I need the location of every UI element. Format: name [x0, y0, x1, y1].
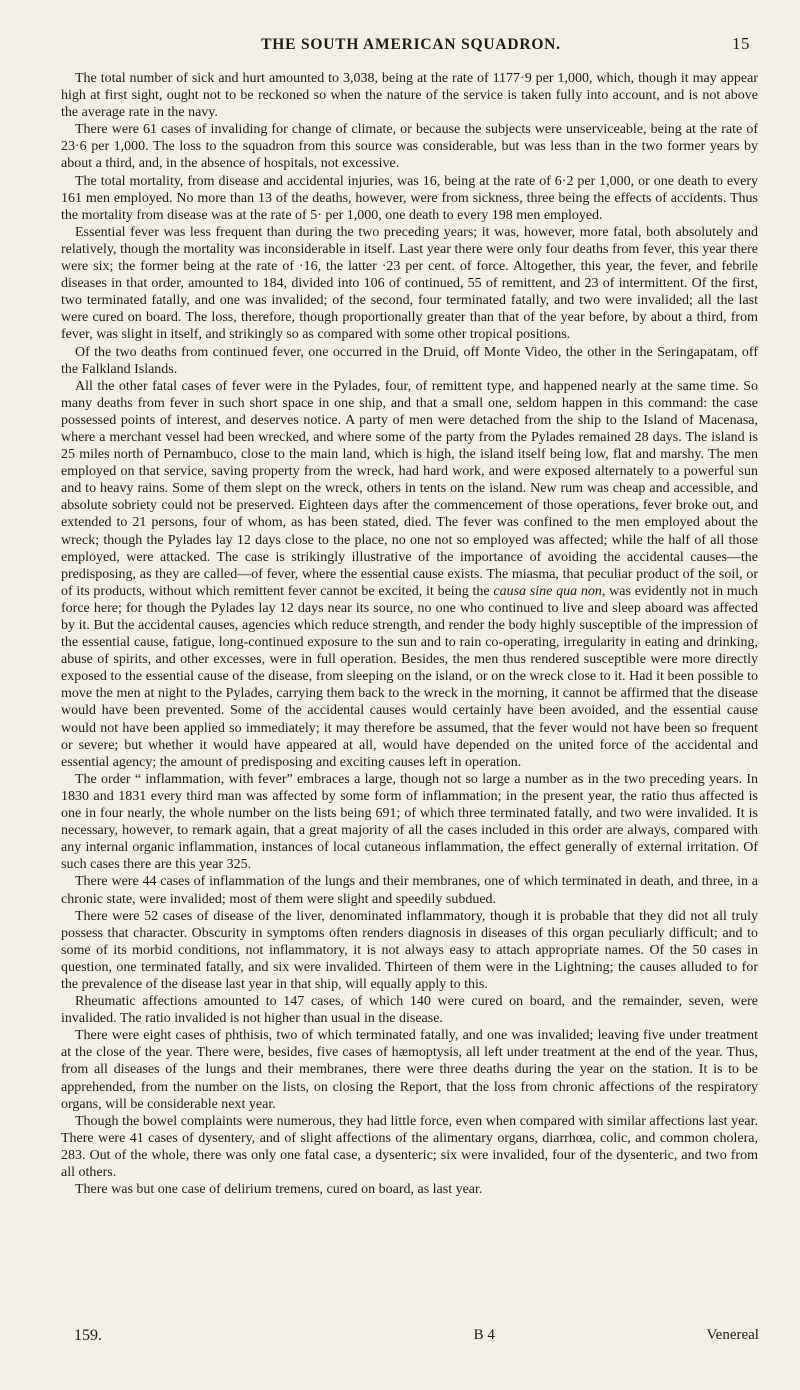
paragraph: There were 52 cases of disease of the liver, denominated inflammatory, though it is probable that they did not all truly possess that character. Obscurity in symptoms often renders diagnosis in diseases of this organ peculiarly difficult; and to some of its morbid conditions, not inflammatory, it is not always easy to attach appropriate names. Of the 50 cases in question, one terminated fatally, and six were invalided. Thirteen of them were in the Lightning; the causes alluded to for the prevalence of the disease last year in that ship, will equally apply to this.	[61, 908, 758, 992]
paragraph: There was but one case of delirium tremens, cured on board, as last year.	[75, 1182, 483, 1198]
paragraph: All the other fatal cases of fever were in the Pylades, four, of remittent type, and happened nearly at the same time. So many deaths from fever in such short space in one ship, and that a small one, seldom happen in this command: the case possessed points of interest, and deserves notice. A party of men were detached from the ship to the Island of Macenasa, where a merchant vessel had been wrecked, and where some of the party from the Pylades remained 28 days. The island is 25 miles north of Pernambuco, close to the main land, which is high, the island itself being low, flat and marshy. The men employed on that service, saving property from the wreck, had hard work, and were exposed alternately to a powerful sun and to heavy rains. Some of them slept on the wreck, others in tents on the island. New rum was cheap and accessible, and absolute sobriety could not be preserved. Eighteen days after the commencement of those operations, fever broke out, and extended to 21 persons, four of whom, as has been stated, died. The fever was confined to the men employed about the wreck; though the Pylades lay 12 days close to the place, no one not so employed was affected; while the half of all those employed, were attacked. The case is strikingly illustrative of the importance of avoiding the accidental causes—the predisposing, as they are called—of fever, where the essential cause exists. The miasma, that peculiar product of the soil, or of its products, without which remittent fever cannot be excited, it being the causa sine qua non, was evidently not in much force here; for though the Pylades lay 12 days near its source, no one who continued to live and sleep aboard was affected by it. But the accidental causes, agencies which reduce strength, and render the body highly susceptible of the impression of the essential cause, fatigue, long-continued exposure to the sun and to rain co-operating, irregularity in eating and drinking, abuse of spirits, and other excesses, were in full operation. Besides, the men thus rendered susceptible were more directly exposed to the essential cause of the disease, from sleeping on the island, or on the wreck close to it. Had it been possible to move the men at night to the Pylades, carrying them back to the wreck in the morning, it cannot be affirmed that the disease would have been prevented. Some of the accidental causes would certainly have been avoided, and the essential cause would not have been applied so immediately; it may therefore be assumed, that the fever would not have been so frequent or severe; but whether it would have appeared at all, would have depended on the united force of the accidental and essential agency; the amount of predisposing and exciting causes left in operation.	[61, 378, 758, 770]
page-number: 15	[732, 34, 750, 53]
paragraph: There were 61 cases of invaliding for change of climate, or because the subjects were unserviceable, being at the rate of 23·6 per 1,000. The loss to the squadron from this source was considerable, but was less than in the two former years by about a third, and, in the absence of hospitals, not excessive.	[61, 122, 758, 172]
body-text	[61, 70, 758, 1198]
paragraph: Essential fever was less frequent than during the two preceding years; it was, however, more fatal, both absolutely and relatively, though the mortality was inconsiderable in itself. Last year there were only four deaths from fever, this year there were six; the former being at the rate of ·16, the latter ·23 per cent. of force. Altogether, this year, the fever, and febrile diseases in that order, amounted to 184, divided into 106 of continued, 55 of remittent, and 23 of intermittent. Of the first, two terminated fatally, and one was invalided; of the second, four terminated fatally, and two were invalided; all the last were cured on board. The loss, therefore, though proportionally greater than that of the year before, by about a third, from fever, was slight in itself, and strikingly so as compared with some other tropical positions.	[61, 224, 758, 343]
paragraph: Of the two deaths from continued fever, one occurred in the Druid, off Monte Video, the other in the Seringapatam, off the Falkland Islands.	[61, 344, 758, 377]
running-header	[60, 34, 750, 54]
paragraph: There were eight cases of phthisis, two of which terminated fatally, and one was invalided; leaving five under treatment at the close of the year. There were, besides, five cases of hæmoptysis, all left under treatment at the end of the year. Thus, from all diseases of the lungs and their membranes, there were three deaths during the year on the station. It is to be apprehended, from the number on the lists, on closing the Report, that the loss from chronic affections of the respiratory organs, will be considerable next year.	[61, 1028, 758, 1112]
paragraph: The order “ inflammation, with fever” embraces a large, though not so large a number as in the two preceding years. In 1830 and 1831 every third man was affected by some form of inflammation; in the present year, the ratio thus affected is one in four nearly, the whole number on the lists being 691; of which three terminated fatally, and two were invalided. It is necessary, however, to remark again, that a great majority of all the cases included in this order are always, compared with any internal organic inflammation, instances of local cutaneous inflammation, the effect generally of external irritation. Of such cases there are this year 325.	[61, 771, 758, 873]
page-footer	[74, 1327, 759, 1345]
paragraph: Though the bowel complaints were numerous, they had little force, even when compared with similar affections last year. There were 41 cases of dysentery, and of slight affections of the alimentary organs, diarrhœa, colic, and common cholera, 283. Out of the whole, there was only one fatal case, a dysenteric; six were invalided, four of the dysenteric, and two from all others.	[61, 1113, 758, 1180]
sheet-mark: B 4	[473, 1327, 495, 1343]
paragraph: The total number of sick and hurt amounted to 3,038, being at the rate of 1177·9 per 1,000, which, though it may appear high at first sight, ought not to be reckoned so when the nature of the service is taken fully into account, and is not above the average rate in the navy.	[61, 71, 758, 121]
paragraph: There were 44 cases of inflammation of the lungs and their membranes, one of which terminated in death, and three, in a chronic state, were invalided; most of them were slight and speedily subdued.	[61, 874, 758, 907]
paragraph: Rheumatic affections amounted to 147 cases, of which 140 were cured on board, and the remainder, seven, were invalided. The ratio invalided is not higher than usual in the disease.	[61, 994, 758, 1027]
running-title: THE SOUTH AMERICAN SQUADRON.	[261, 36, 561, 53]
catchword: Venereal	[706, 1327, 759, 1343]
signature-number: 159.	[74, 1327, 102, 1344]
paragraph: The total mortality, from disease and accidental injuries, was 16, being at the rate of 6·2 per 1,000, or one death to every 161 men employed. No more than 13 of the deaths, however, were from sickness, three being the effects of accidents. Thus the mortality from disease was at the rate of 5· per 1,000, one death to every 198 men employed.	[61, 173, 758, 223]
